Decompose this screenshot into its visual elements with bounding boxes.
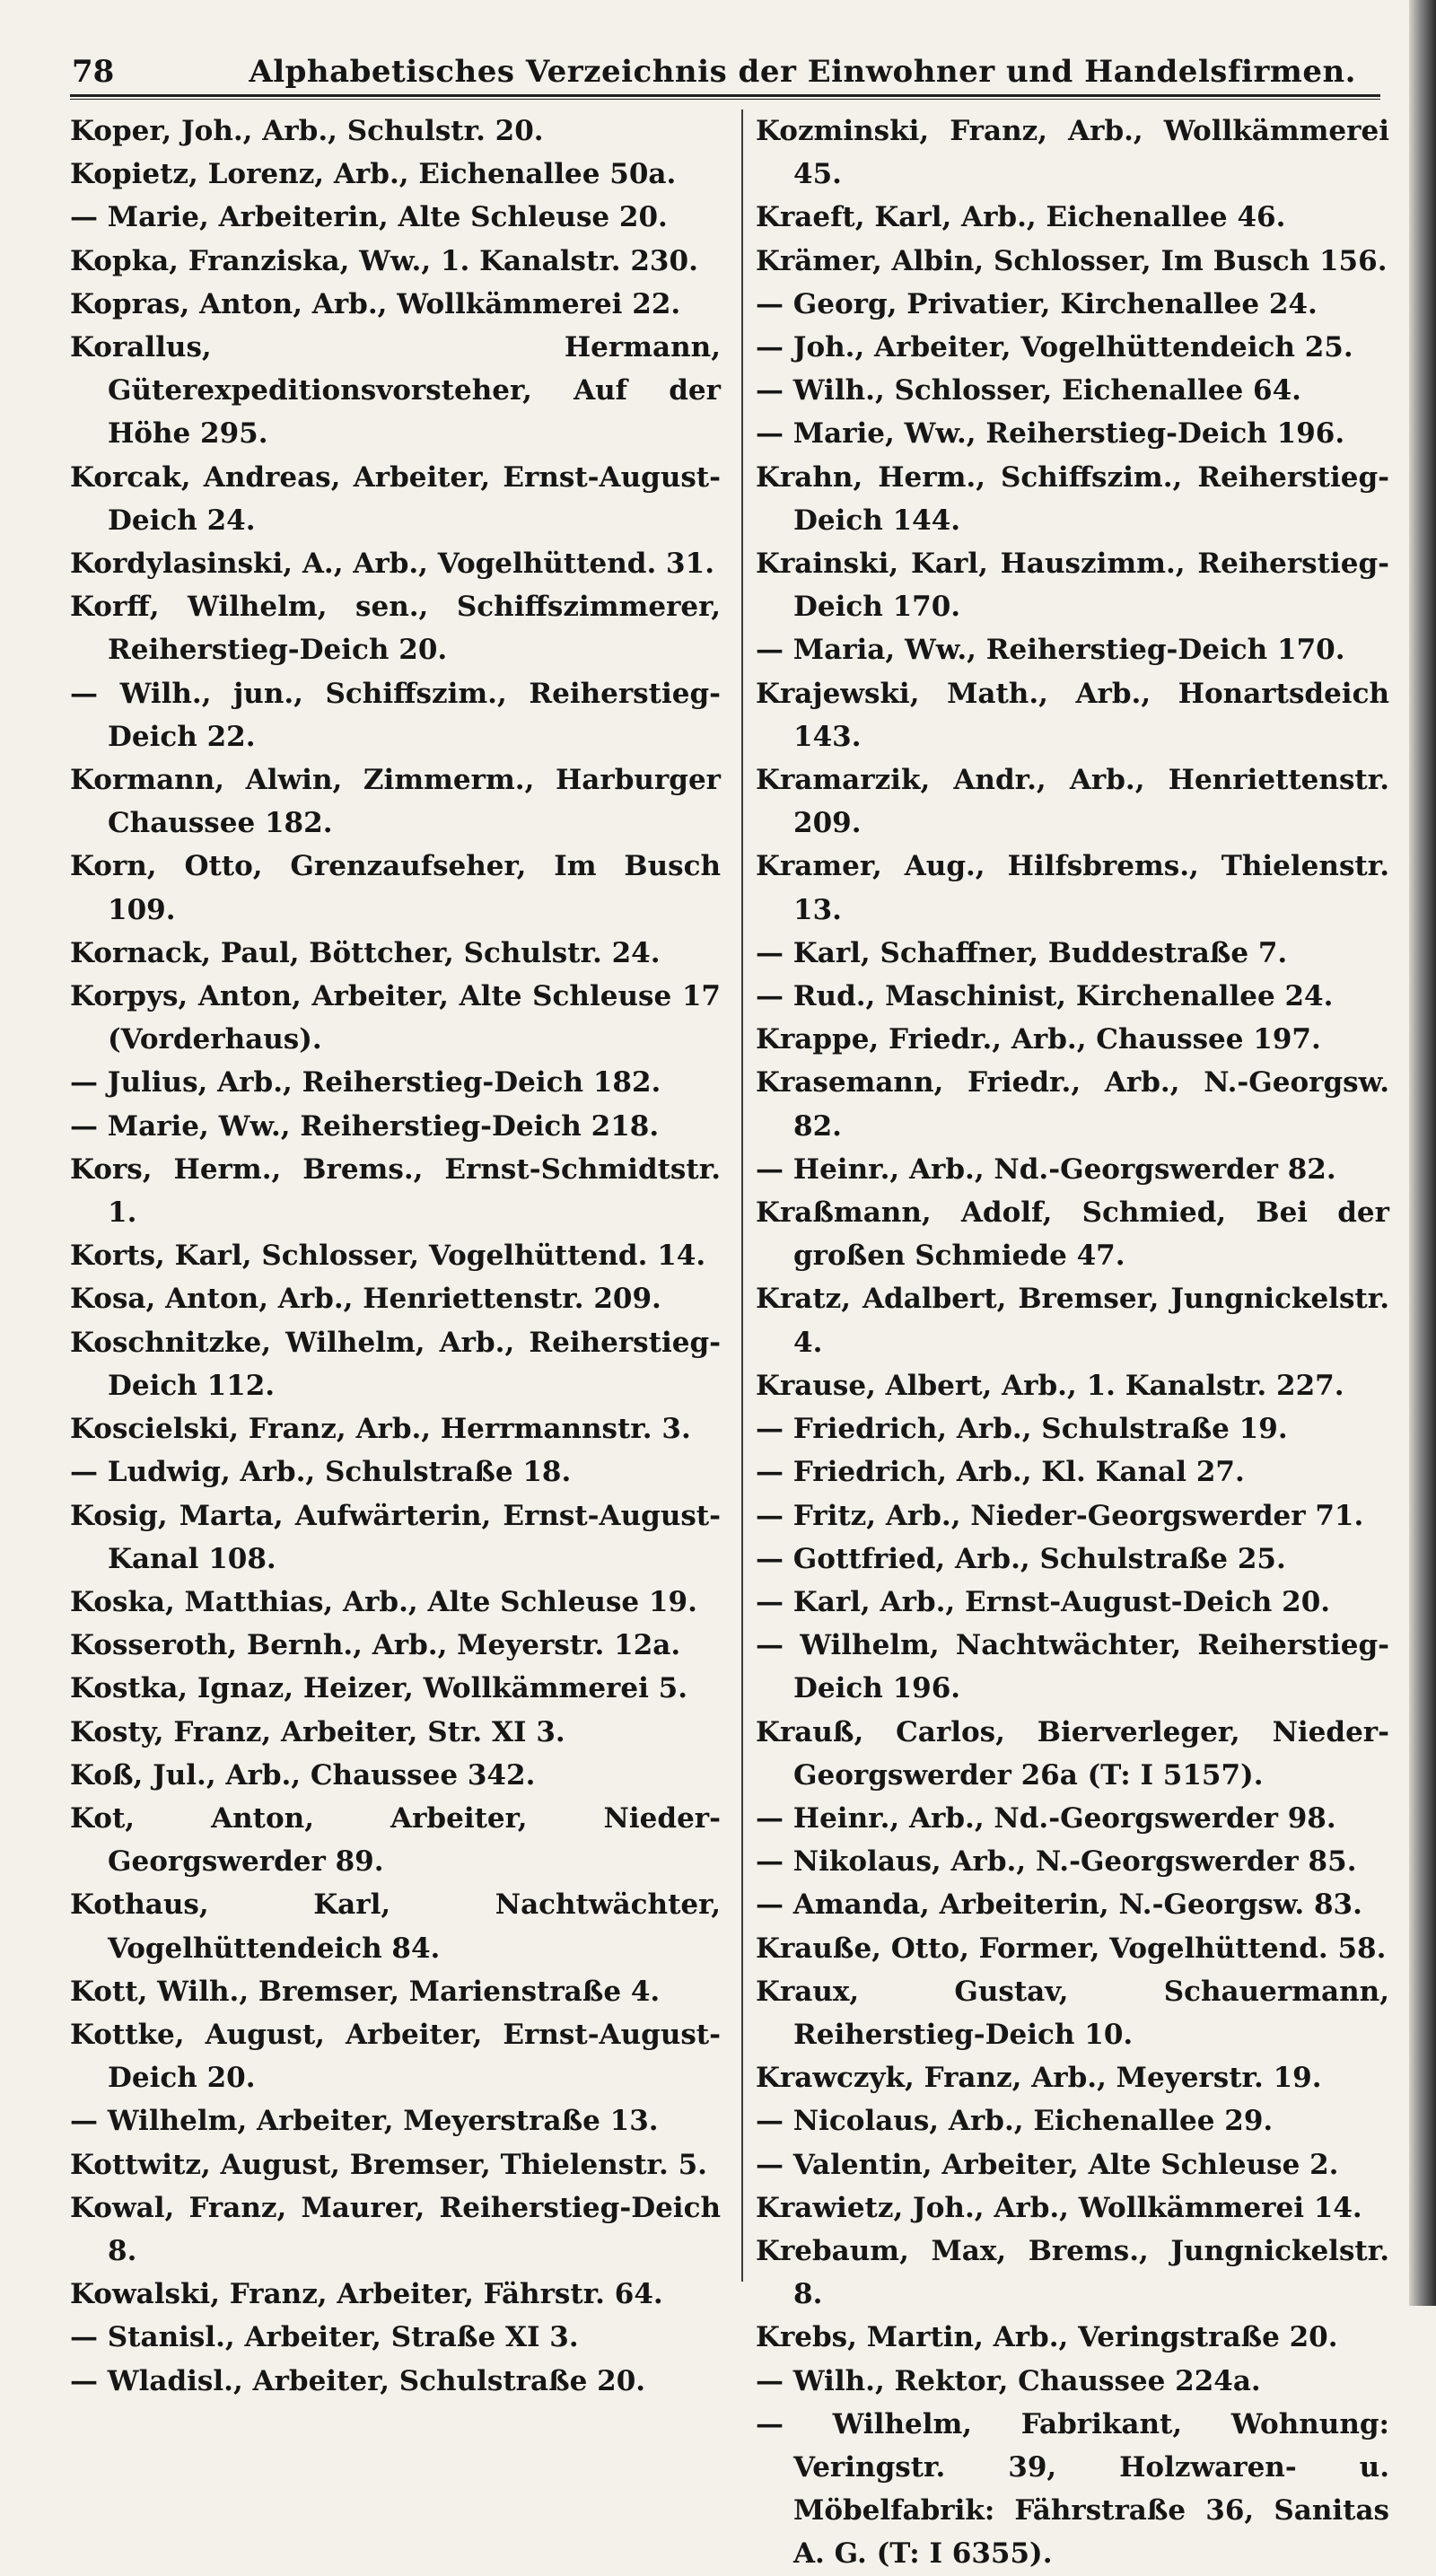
directory-entry: — Wladisl., Arbeiter, Schulstraße 20. — [70, 2364, 646, 2397]
directory-entry: Krainski, Karl, Hauszimm., Reiherstieg-Deich 170. — [756, 548, 1389, 624]
page-edge — [1409, 0, 1436, 2306]
directory-entry: — Ludwig, Arb., Schulstraße 18. — [70, 1456, 572, 1489]
directory-entry: — Julius, Arb., Reiherstieg-Deich 182. — [70, 1066, 661, 1100]
directory-entry: Kosig, Marta, Aufwärterin, Ernst-August-Kanal 108. — [70, 1499, 721, 1575]
directory-entry: Kratz, Adalbert, Bremser, Jungnickelstr. 4. — [756, 1283, 1389, 1359]
directory-entry: Kramarzik, Andr., Arb., Henriettenstr. 209. — [756, 764, 1389, 840]
directory-entry: Kottke, August, Arbeiter, Ernst-August-Deich 20. — [70, 2018, 721, 2095]
directory-entry: Korallus, Hermann, Güterexpeditionsvorsteher, Auf der Höhe 295. — [70, 331, 721, 451]
directory-entry: Kowalski, Franz, Arbeiter, Fährstr. 64. — [70, 2278, 663, 2311]
page-number: 78 — [72, 54, 115, 90]
directory-entry: Krasemann, Friedr., Arb., N.-Georgsw. 82. — [756, 1066, 1389, 1143]
directory-entry: Kott, Wilh., Bremser, Marienstraße 4. — [70, 1975, 661, 2008]
directory-entry: Kraußе, Otto, Former, Vogelhüttend. 58. — [756, 1932, 1387, 1965]
directory-entry: — Marie, Arbeiterin, Alte Schleuse 20. — [70, 201, 668, 234]
directory-entry: — Friedrich, Arb., Schulstraße 19. — [756, 1413, 1288, 1446]
directory-entry: — Nikolaus, Arb., N.-Georgswerder 85. — [756, 1845, 1357, 1879]
directory-entry: Kosty, Franz, Arbeiter, Str. XI 3. — [70, 1715, 565, 1748]
directory-entry: Kopietz, Lorenz, Arb., Eichenallee 50a. — [70, 158, 677, 191]
directory-entry: Koscielski, Franz, Arb., Herrmannstr. 3. — [70, 1413, 691, 1446]
directory-entry: — Fritz, Arb., Nieder-Georgswerder 71. — [756, 1499, 1364, 1532]
directory-entry: — Wilhelm, Fabrikant, Wohnung: Veringstr. 39, Holzwaren- u. Möbelfabrik: Fährstraße 36, Sanitas A. G. (T: I 6355). — [756, 2407, 1389, 2571]
directory-entry: — Georg, Privatier, Kirchenallee 24. — [756, 287, 1318, 320]
directory-entry: Kozminski, Franz, Arb., Wollkämmerei 45. — [756, 115, 1389, 191]
directory-entry: Koper, Joh., Arb., Schulstr. 20. — [70, 115, 544, 147]
header-rule — [70, 94, 1380, 97]
directory-entry: Krappe, Friedr., Arb., Chaussee 197. — [756, 1023, 1321, 1056]
directory-entry: — Gottfried, Arb., Schulstraße 25. — [756, 1542, 1286, 1575]
directory-entry: Kostka, Ignaz, Heizer, Wollkämmerei 5. — [70, 1672, 688, 1705]
directory-entry: Krawczyk, Franz, Arb., Meyerstr. 19. — [756, 2062, 1322, 2095]
column-divider — [741, 110, 743, 2282]
directory-entry: Krause, Albert, Arb., 1. Kanalstr. 227. — [756, 1369, 1344, 1402]
directory-entry: Korts, Karl, Schlosser, Vogelhüttend. 14. — [70, 1240, 706, 1273]
directory-entry: — Karl, Schaffner, Buddestraße 7. — [756, 936, 1288, 969]
directory-entry: Kowal, Franz, Maurer, Reiherstieg-Deich 8. — [70, 2191, 721, 2267]
directory-entry: Kormann, Alwin, Zimmerm., Harburger Chaussee 182. — [70, 764, 721, 840]
directory-entry: Kraßmann, Adolf, Schmied, Bei der großen Schmiede 47. — [756, 1196, 1389, 1273]
directory-entry: Korpys, Anton, Arbeiter, Alte Schleuse 17 (Vorderhaus). — [70, 980, 721, 1056]
directory-entry: Korcak, Andreas, Arbeiter, Ernst-August-Deich 24. — [70, 460, 721, 537]
directory-entry: Kramer, Aug., Hilfsbrems., Thielenstr. 13. — [756, 850, 1389, 926]
directory-entry: — Maria, Ww., Reiherstieg-Deich 170. — [756, 634, 1345, 667]
page-header — [72, 45, 1373, 90]
directory-entry: — Joh., Arbeiter, Vogelhüttendeich 25. — [756, 331, 1353, 364]
left-column — [70, 110, 721, 2397]
directory-entry: — Karl, Arb., Ernst-August-Deich 20. — [756, 1585, 1331, 1618]
directory-entry: — Wilhelm, Arbeiter, Meyerstraße 13. — [70, 2105, 659, 2138]
directory-entry: Krebs, Martin, Arb., Veringstraße 20. — [756, 2321, 1338, 2354]
directory-entry: — Heinr., Arb., Nd.-Georgswerder 98. — [756, 1801, 1336, 1835]
page-title: Alphabetisches Verzeichnis der Einwohner und Handelsfirmen. — [249, 54, 1357, 90]
directory-entry: Krajewski, Math., Arb., Honartsdeich 143. — [756, 677, 1389, 753]
directory-entry: Kraux, Gustav, Schauermann, Reiherstieg-Deich 10. — [756, 1975, 1389, 2051]
directory-entry: Koschnitzke, Wilhelm, Arb., Reiherstieg-Deich 112. — [70, 1326, 721, 1402]
directory-entry: Kraeft, Karl, Arb., Eichenallee 46. — [756, 201, 1286, 234]
directory-entry: — Amanda, Arbeiterin, N.-Georgsw. 83. — [756, 1888, 1362, 1922]
directory-entry: Koska, Matthias, Arb., Alte Schleuse 19. — [70, 1585, 697, 1618]
directory-entry: — Nicolaus, Arb., Eichenallee 29. — [756, 2105, 1274, 2138]
directory-entry: Krebaum, Max, Brems., Jungnickelstr. 8. — [756, 2234, 1389, 2311]
directory-entry: — Stanisl., Arbeiter, Straße XI 3. — [70, 2321, 579, 2354]
directory-entry: Kordylasinski, A., Arb., Vogelhüttend. 31. — [70, 548, 714, 581]
right-column — [756, 110, 1389, 2571]
directory-entry: — Wilh., Schlosser, Eichenallee 64. — [756, 374, 1301, 407]
directory-entry: Kottwitz, August, Bremser, Thielenstr. 5. — [70, 2148, 707, 2181]
directory-entry: Kopka, Franziska, Ww., 1. Kanalstr. 230. — [70, 244, 698, 277]
directory-entry: Kothaus, Karl, Nachtwächter, Vogelhüttendeich 84. — [70, 1888, 721, 1965]
directory-entry: Kors, Herm., Brems., Ernst-Schmidtstr. 1. — [70, 1152, 721, 1230]
directory-entry: Kosseroth, Bernh., Arb., Meyerstr. 12a. — [70, 1629, 681, 1662]
directory-entry: — Wilh., Rektor, Chaussee 224a. — [756, 2364, 1261, 2397]
directory-entry: — Wilh., jun., Schiffszim., Reiherstieg-Deich 22. — [70, 677, 721, 753]
directory-entry: — Marie, Ww., Reiherstieg-Deich 196. — [756, 417, 1345, 451]
directory-entry: Krahn, Herm., Schiffszim., Reiherstieg-Deich 144. — [756, 460, 1389, 537]
directory-entry: — Friedrich, Arb., Kl. Kanal 27. — [756, 1456, 1245, 1489]
directory-entry: Krämer, Albin, Schlosser, Im Busch 156. — [756, 244, 1388, 277]
directory-entry: Kosa, Anton, Arb., Henriettenstr. 209. — [70, 1283, 661, 1316]
header-rule-thin — [70, 99, 1380, 100]
directory-entry: — Rud., Maschinist, Kirchenallee 24. — [756, 980, 1334, 1013]
directory-entry: Krawietz, Joh., Arb., Wollkämmerei 14. — [756, 2191, 1362, 2224]
directory-entry: — Marie, Ww., Reiherstieg-Deich 218. — [70, 1109, 660, 1143]
directory-entry: Krauß, Carlos, Bierverleger, Nieder-Georgswerder 26a (T: I 5157). — [756, 1715, 1389, 1792]
directory-entry: Kornack, Paul, Böttcher, Schulstr. 24. — [70, 936, 661, 969]
directory-entry: — Wilhelm, Nachtwächter, Reiherstieg-Deich 196. — [756, 1629, 1389, 1705]
directory-entry: — Heinr., Arb., Nd.-Georgswerder 82. — [756, 1152, 1336, 1186]
directory-entry: — Valentin, Arbeiter, Alte Schleuse 2. — [756, 2148, 1339, 2181]
directory-entry: Korn, Otto, Grenzaufseher, Im Busch 109. — [70, 850, 721, 926]
directory-entry: Kopras, Anton, Arb., Wollkämmerei 22. — [70, 287, 681, 320]
directory-entry: Kot, Anton, Arbeiter, Nieder-Georgswerder 89. — [70, 1801, 721, 1879]
directory-entry: Korff, Wilhelm, sen., Schiffszimmerer, Reiherstieg-Deich 20. — [70, 591, 721, 667]
directory-entry: Koß, Jul., Arb., Chaussee 342. — [70, 1758, 536, 1792]
